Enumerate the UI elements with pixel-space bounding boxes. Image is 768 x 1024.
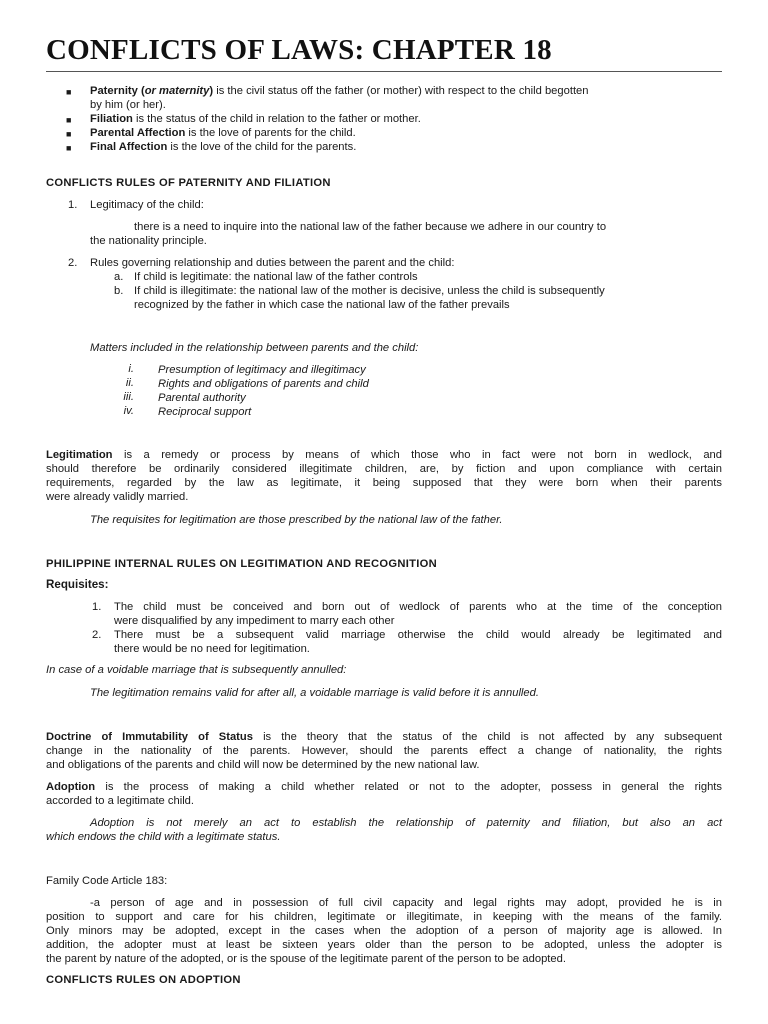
definition-parental-affection: Parental Affection is the love of parents for the child. (90, 127, 356, 139)
family-code-line2: position to support and care for his children, legitimate or illegitimate, in keeping with the means of the family. (46, 911, 722, 923)
requisites-label: Requisites: (46, 578, 109, 591)
requisite-2-line1: There must be a subsequent valid marriage otherwise the child would already be legitimated and (114, 629, 722, 641)
section-heading-paternity: CONFLICTS RULES OF PATERNITY AND FILIATION (46, 177, 331, 189)
title-underline (46, 71, 722, 72)
matters-item: Rights and obligations of parents and child (158, 378, 369, 390)
legitimation-paragraph-line3: requirements, regarded by the law as legitimate, it being supposed that they were born when their parents (46, 477, 722, 489)
roman-numeral: ii. (125, 377, 134, 389)
rule-2a-text: If child is legitimate: the national law of the father controls (134, 271, 418, 283)
definition-final-affection: Final Affection is the love of the child for the parents. (90, 141, 357, 153)
voidable-intro: In case of a voidable marriage that is subsequently annulled: (46, 664, 347, 676)
family-code-label: Family Code Article 183: (46, 875, 168, 887)
requisite-2-line2: there would be no need for legitimation. (114, 643, 310, 655)
adoption-note-line1: Adoption is not merely an act to establish the relationship of paternity and filiation, but also an act (90, 817, 722, 829)
definition-paternity: Paternity (or maternity) is the civil status off the father (or mother) with respect to the child begotten (90, 85, 589, 97)
list-letter: a. (114, 271, 124, 283)
adoption-note-line2: which endows the child with a legitimate status. (46, 831, 281, 843)
roman-numeral: iv. (123, 405, 134, 417)
bullet-icon: ■ (66, 129, 72, 139)
rule-1-text-cont: the nationality principle. (90, 235, 207, 247)
requisite-1-line1: The child must be conceived and born out of wedlock of parents who at the time of the conception (114, 601, 722, 613)
roman-numeral: i. (128, 363, 134, 375)
page-title: CONFLICTS OF LAWS: CHAPTER 18 (46, 34, 552, 66)
rule-1-text: there is a need to inquire into the national law of the father because we adhere in our country to (134, 221, 607, 233)
rule-2b-text-cont: recognized by the father in which case the national law of the father prevails (134, 299, 510, 311)
bullet-icon: ■ (66, 115, 72, 125)
section-heading-adoption: CONFLICTS RULES ON ADOPTION (46, 974, 241, 986)
doctrine-paragraph-line1: Doctrine of Immutability of Status is the theory that the status of the child is not affected by any subsequent (46, 731, 722, 743)
rule-2b-text: If child is illegitimate: the national law of the mother is decisive, unless the child is subsequently (134, 285, 605, 297)
matters-item: Reciprocal support (158, 406, 252, 418)
family-code-line5: the parent by nature of the adopted, or is the spouse of the legitimate parent of the person to be adopted. (46, 953, 566, 965)
roman-numeral: iii. (123, 391, 134, 403)
list-number: 2. (92, 629, 102, 641)
rule-2-label: Rules governing relationship and duties between the parent and the child: (90, 257, 455, 269)
matters-intro: Matters included in the relationship between parents and the child: (90, 342, 419, 354)
section-heading-philippine: PHILIPPINE INTERNAL RULES ON LEGITIMATION AND RECOGNITION (46, 558, 438, 570)
adoption-paragraph-line2: accorded to a legitimate child. (46, 795, 195, 807)
legitimation-requisites-note: The requisites for legitimation are those prescribed by the national law of the father. (90, 514, 503, 526)
doctrine-paragraph-line3: and obligations of the parents and child will now be determined by the new national law. (46, 759, 480, 771)
family-code-line4: addition, the adopter must at least be sixteen years older than the person to be adopted, unless the adopter is (46, 939, 722, 951)
legitimation-paragraph-line1: Legitimation is a remedy or process by means of which those who in fact were not born in wedlock, and (46, 449, 722, 461)
list-number: 1. (92, 601, 102, 613)
bullet-icon: ■ (66, 87, 72, 97)
matters-item: Parental authority (158, 392, 246, 404)
requisite-1-line2: were disqualified by any impediment to marry each other (114, 615, 395, 627)
bullet-icon: ■ (66, 143, 72, 153)
list-number: 2. (68, 257, 78, 269)
matters-item: Presumption of legitimacy and illegitimacy (158, 364, 366, 376)
list-letter: b. (114, 285, 124, 297)
adoption-paragraph-line1: Adoption is the process of making a child whether related or not to the adopter, possess in general the rights (46, 781, 722, 793)
legitimation-paragraph-line2: should therefore be ordinarily considered illegitimate children, are, by fiction and upon compliance with certain (46, 463, 722, 475)
family-code-line3: Only minors may be adopted, except in the cases when the adoption of a person of majority age is allowed. In (46, 925, 722, 937)
list-number: 1. (68, 199, 78, 211)
definition-filiation: Filiation is the status of the child in relation to the father or mother. (90, 113, 421, 125)
family-code-line1: -a person of age and in possession of full civil capacity and legal rights may adopt, provided he is in (90, 897, 722, 909)
definition-paternity-cont: by him (or her). (90, 99, 166, 111)
voidable-text: The legitimation remains valid for after all, a voidable marriage is valid before it is annulled. (90, 687, 539, 699)
rule-1-label: Legitimacy of the child: (90, 199, 204, 211)
doctrine-paragraph-line2: change in the nationality of the parents. However, should the parents effect a change of nationality, the rights (46, 745, 722, 757)
legitimation-paragraph-line4: were already validly married. (46, 491, 189, 503)
